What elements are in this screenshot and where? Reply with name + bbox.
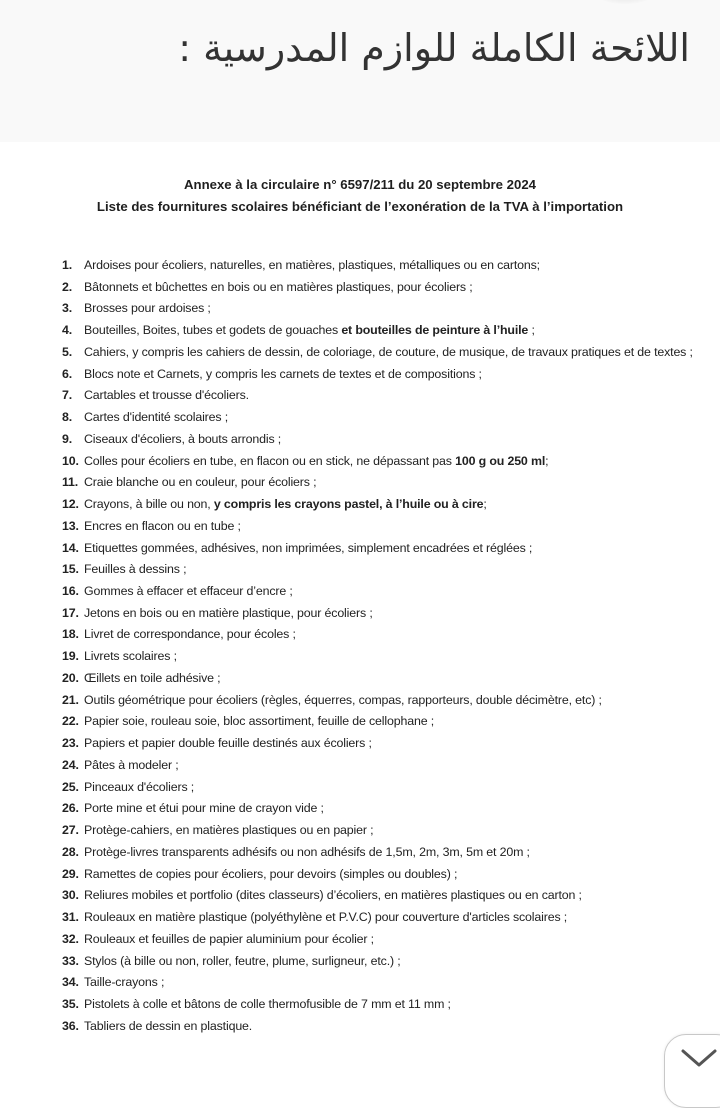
item-number: 31. bbox=[62, 910, 79, 925]
item-number: 12. bbox=[62, 497, 79, 512]
item-number: 5. bbox=[62, 344, 73, 359]
list-item bbox=[62, 452, 702, 470]
list-item bbox=[62, 604, 702, 622]
list-item bbox=[62, 278, 702, 296]
item-text bbox=[84, 821, 702, 839]
list-item bbox=[62, 582, 702, 600]
item-text-segment: Ramettes de copies pour écoliers, pour devoirs (simples ou doubles) ; bbox=[84, 866, 458, 881]
item-text bbox=[84, 386, 702, 404]
list-item bbox=[62, 778, 702, 796]
item-number: 32. bbox=[62, 931, 79, 946]
list-item bbox=[62, 343, 702, 361]
list-item bbox=[62, 930, 702, 948]
list-item bbox=[62, 995, 702, 1013]
list-item bbox=[62, 712, 702, 730]
item-text-segment: Protège-cahiers, en matières plastiques ou en papier ; bbox=[84, 823, 374, 838]
item-text-bold-segment: 100 g ou 250 ml bbox=[455, 453, 546, 468]
item-text-segment: Cartes d'identité scolaires ; bbox=[84, 410, 229, 425]
item-text bbox=[84, 691, 702, 709]
item-text bbox=[84, 452, 702, 470]
item-text bbox=[84, 886, 702, 904]
list-item bbox=[62, 647, 702, 665]
header-shadow-decoration bbox=[590, 0, 660, 4]
item-text bbox=[84, 408, 702, 426]
list-item bbox=[62, 517, 702, 535]
list-item bbox=[62, 408, 702, 426]
item-text-segment: Stylos (à bille ou non, roller, feutre, plume, surligneur, etc.) ; bbox=[84, 953, 401, 968]
item-text-bold-segment: et bouteilles de peinture à l’huile bbox=[341, 323, 529, 338]
item-number: 27. bbox=[62, 823, 79, 838]
item-text-segment: Cahiers, y compris les cahiers de dessin, de coloriage, de couture, de musique, de travaux pratiques et de textes ; bbox=[84, 344, 693, 359]
list-item bbox=[62, 756, 702, 774]
document-heading bbox=[0, 174, 720, 218]
item-text-bold-segment: y compris les crayons pastel, à l’huile ou à cire bbox=[213, 497, 484, 512]
list-item bbox=[62, 691, 702, 709]
item-text bbox=[84, 604, 702, 622]
item-text-segment: Taille-crayons ; bbox=[84, 975, 165, 990]
page-title: اللائحة الكاملة للوازم المدرسية : bbox=[178, 26, 690, 70]
item-text-segment: Brosses pour ardoises ; bbox=[84, 301, 211, 316]
item-number: 28. bbox=[62, 844, 79, 859]
item-number: 36. bbox=[62, 1018, 79, 1033]
item-text-segment: Rouleaux en matière plastique (polyéthylène et P.V.C) pour couverture d'articles scolaires ; bbox=[84, 910, 568, 925]
item-text-segment: Pinceaux d'écoliers ; bbox=[84, 779, 195, 794]
item-number: 3. bbox=[62, 301, 73, 316]
list-item bbox=[62, 799, 702, 817]
item-number: 11. bbox=[62, 475, 79, 490]
item-text bbox=[84, 734, 702, 752]
item-text-segment: Bâtonnets et bûchettes en bois ou en matières plastiques, pour écoliers ; bbox=[84, 279, 473, 294]
item-text-segment: Protège-livres transparents adhésifs ou non adhésifs de 1,5m, 2m, 3m, 5m et 20m ; bbox=[84, 844, 530, 859]
list-item bbox=[62, 865, 702, 883]
item-text bbox=[84, 495, 702, 513]
item-text-segment: Ciseaux d'écoliers, à bouts arrondis ; bbox=[84, 431, 282, 446]
item-text-segment: Tabliers de dessin en plastique. bbox=[84, 1018, 253, 1033]
scroll-down-button[interactable] bbox=[664, 1034, 720, 1108]
item-text bbox=[84, 365, 702, 383]
list-item bbox=[62, 539, 702, 557]
item-text-segment: Blocs note et Carnets, y compris les carnets de textes et de compositions ; bbox=[84, 366, 482, 381]
item-text bbox=[84, 778, 702, 796]
item-number: 8. bbox=[62, 410, 73, 425]
item-text-segment: ; bbox=[483, 497, 487, 512]
list-item bbox=[62, 734, 702, 752]
item-text bbox=[84, 343, 702, 361]
item-number: 30. bbox=[62, 888, 79, 903]
item-text-segment: Gommes à effacer et effaceur d’encre ; bbox=[84, 584, 293, 599]
item-text bbox=[84, 930, 702, 948]
list-item bbox=[62, 473, 702, 491]
list-item bbox=[62, 952, 702, 970]
list-item bbox=[62, 386, 702, 404]
item-text bbox=[84, 321, 702, 339]
item-text-segment: Outils géométrique pour écoliers (règles, équerres, compas, rapporteurs, double décimètre, etc) ; bbox=[84, 692, 602, 707]
item-number: 1. bbox=[62, 258, 73, 272]
item-text-segment: Reliures mobiles et portfolio (dites classeurs) d’écoliers, en matières plastiques ou en carton ; bbox=[84, 888, 582, 903]
item-text bbox=[84, 278, 702, 296]
list-item bbox=[62, 625, 702, 643]
item-text-segment: Rouleaux et feuilles de papier aluminium pour écolier ; bbox=[84, 931, 374, 946]
item-text-segment: ; bbox=[528, 323, 535, 338]
item-number: 7. bbox=[62, 388, 73, 403]
item-number: 29. bbox=[62, 866, 79, 881]
item-text-segment: Feuilles à dessins ; bbox=[84, 562, 187, 577]
item-text-segment: Papiers et papier double feuille destinés aux écoliers ; bbox=[84, 736, 372, 751]
item-text bbox=[84, 865, 702, 883]
list-item bbox=[62, 908, 702, 926]
item-text bbox=[84, 582, 702, 600]
heading-line-circular: Annexe à la circulaire n° 6597/211 du 20 septembre 2024 bbox=[183, 177, 536, 192]
item-number: 22. bbox=[62, 714, 79, 729]
item-text bbox=[84, 299, 702, 317]
item-text bbox=[84, 256, 702, 274]
item-text bbox=[84, 756, 702, 774]
chevron-down-icon bbox=[679, 1047, 719, 1071]
supplies-list bbox=[62, 256, 702, 1038]
list-item bbox=[62, 973, 702, 991]
item-text bbox=[84, 647, 702, 665]
item-text-segment: Bouteilles, Boites, tubes et godets de gouaches bbox=[84, 323, 342, 338]
item-text-segment: Papier soie, rouleau soie, bloc assortiment, feuille de cellophane ; bbox=[84, 714, 435, 729]
item-text bbox=[84, 908, 702, 926]
item-number: 14. bbox=[62, 540, 79, 555]
article-header bbox=[0, 0, 720, 142]
list-item bbox=[62, 669, 702, 687]
item-number: 26. bbox=[62, 801, 79, 816]
item-number: 13. bbox=[62, 518, 79, 533]
item-text bbox=[84, 539, 702, 557]
item-text-segment: Porte mine et étui pour mine de crayon vide ; bbox=[84, 801, 324, 816]
item-number: 6. bbox=[62, 366, 73, 381]
list-item bbox=[62, 299, 702, 317]
item-number: 19. bbox=[62, 649, 79, 664]
item-text bbox=[84, 799, 702, 817]
item-text-segment: Colles pour écoliers en tube, en flacon ou en stick, ne dépassant pas bbox=[84, 453, 456, 468]
item-text-segment: Pâtes à modeler ; bbox=[84, 757, 179, 772]
list-item bbox=[62, 560, 702, 578]
item-text-segment: Crayons, à bille ou non, bbox=[84, 497, 214, 512]
document-image bbox=[0, 142, 720, 1060]
item-text bbox=[84, 973, 702, 991]
item-text bbox=[84, 430, 702, 448]
list-item bbox=[62, 1017, 702, 1035]
item-text-segment: Cartables et trousse d'écoliers. bbox=[84, 388, 249, 403]
item-number: 4. bbox=[62, 323, 73, 338]
item-text bbox=[84, 952, 702, 970]
item-number: 25. bbox=[62, 779, 79, 794]
list-item bbox=[62, 821, 702, 839]
item-number: 15. bbox=[62, 562, 79, 577]
item-text bbox=[84, 712, 702, 730]
list-item bbox=[62, 886, 702, 904]
item-number: 10. bbox=[62, 453, 79, 468]
item-text bbox=[84, 843, 702, 861]
item-text bbox=[84, 1017, 702, 1035]
item-number: 18. bbox=[62, 627, 79, 642]
item-number: 17. bbox=[62, 605, 79, 620]
item-text bbox=[84, 560, 702, 578]
item-number: 16. bbox=[62, 584, 79, 599]
item-number: 2. bbox=[62, 279, 73, 294]
item-text bbox=[84, 473, 702, 491]
item-number: 34. bbox=[62, 975, 79, 990]
item-text-segment: Ardoises pour écoliers, naturelles, en matières, plastiques, métalliques ou en cartons; bbox=[84, 258, 540, 272]
item-number: 24. bbox=[62, 757, 79, 772]
list-item bbox=[62, 843, 702, 861]
item-number: 21. bbox=[62, 692, 79, 707]
item-text-segment: ; bbox=[545, 453, 549, 468]
heading-line-list-title: Liste des fournitures scolaires bénéficiant de l’exonération de la TVA à l’importation bbox=[96, 199, 624, 214]
list-item bbox=[62, 321, 702, 339]
item-number: 33. bbox=[62, 953, 79, 968]
item-text-segment: Etiquettes gommées, adhésives, non imprimées, simplement encadrées et réglées ; bbox=[84, 540, 533, 555]
item-text-segment: Pistolets à colle et bâtons de colle thermofusible de 7 mm et 11 mm ; bbox=[84, 996, 451, 1011]
list-item bbox=[62, 365, 702, 383]
item-text-segment: Livrets scolaires ; bbox=[84, 649, 177, 664]
item-text-segment: Encres en flacon ou en tube ; bbox=[84, 518, 241, 533]
item-text bbox=[84, 669, 702, 687]
list-item bbox=[62, 430, 702, 448]
item-text bbox=[84, 995, 702, 1013]
item-text-segment: Œillets en toile adhésive ; bbox=[84, 670, 221, 685]
item-text bbox=[84, 517, 702, 535]
item-text-segment: Craie blanche ou en couleur, pour écoliers ; bbox=[84, 475, 317, 490]
item-number: 9. bbox=[62, 431, 73, 446]
item-text-segment: Jetons en bois ou en matière plastique, pour écoliers ; bbox=[84, 605, 373, 620]
item-text bbox=[84, 625, 702, 643]
list-item bbox=[62, 495, 702, 513]
item-number: 23. bbox=[62, 736, 79, 751]
item-number: 35. bbox=[62, 996, 79, 1011]
list-item bbox=[62, 256, 702, 274]
item-number: 20. bbox=[62, 670, 79, 685]
item-text-segment: Livret de correspondance, pour écoles ; bbox=[84, 627, 296, 642]
